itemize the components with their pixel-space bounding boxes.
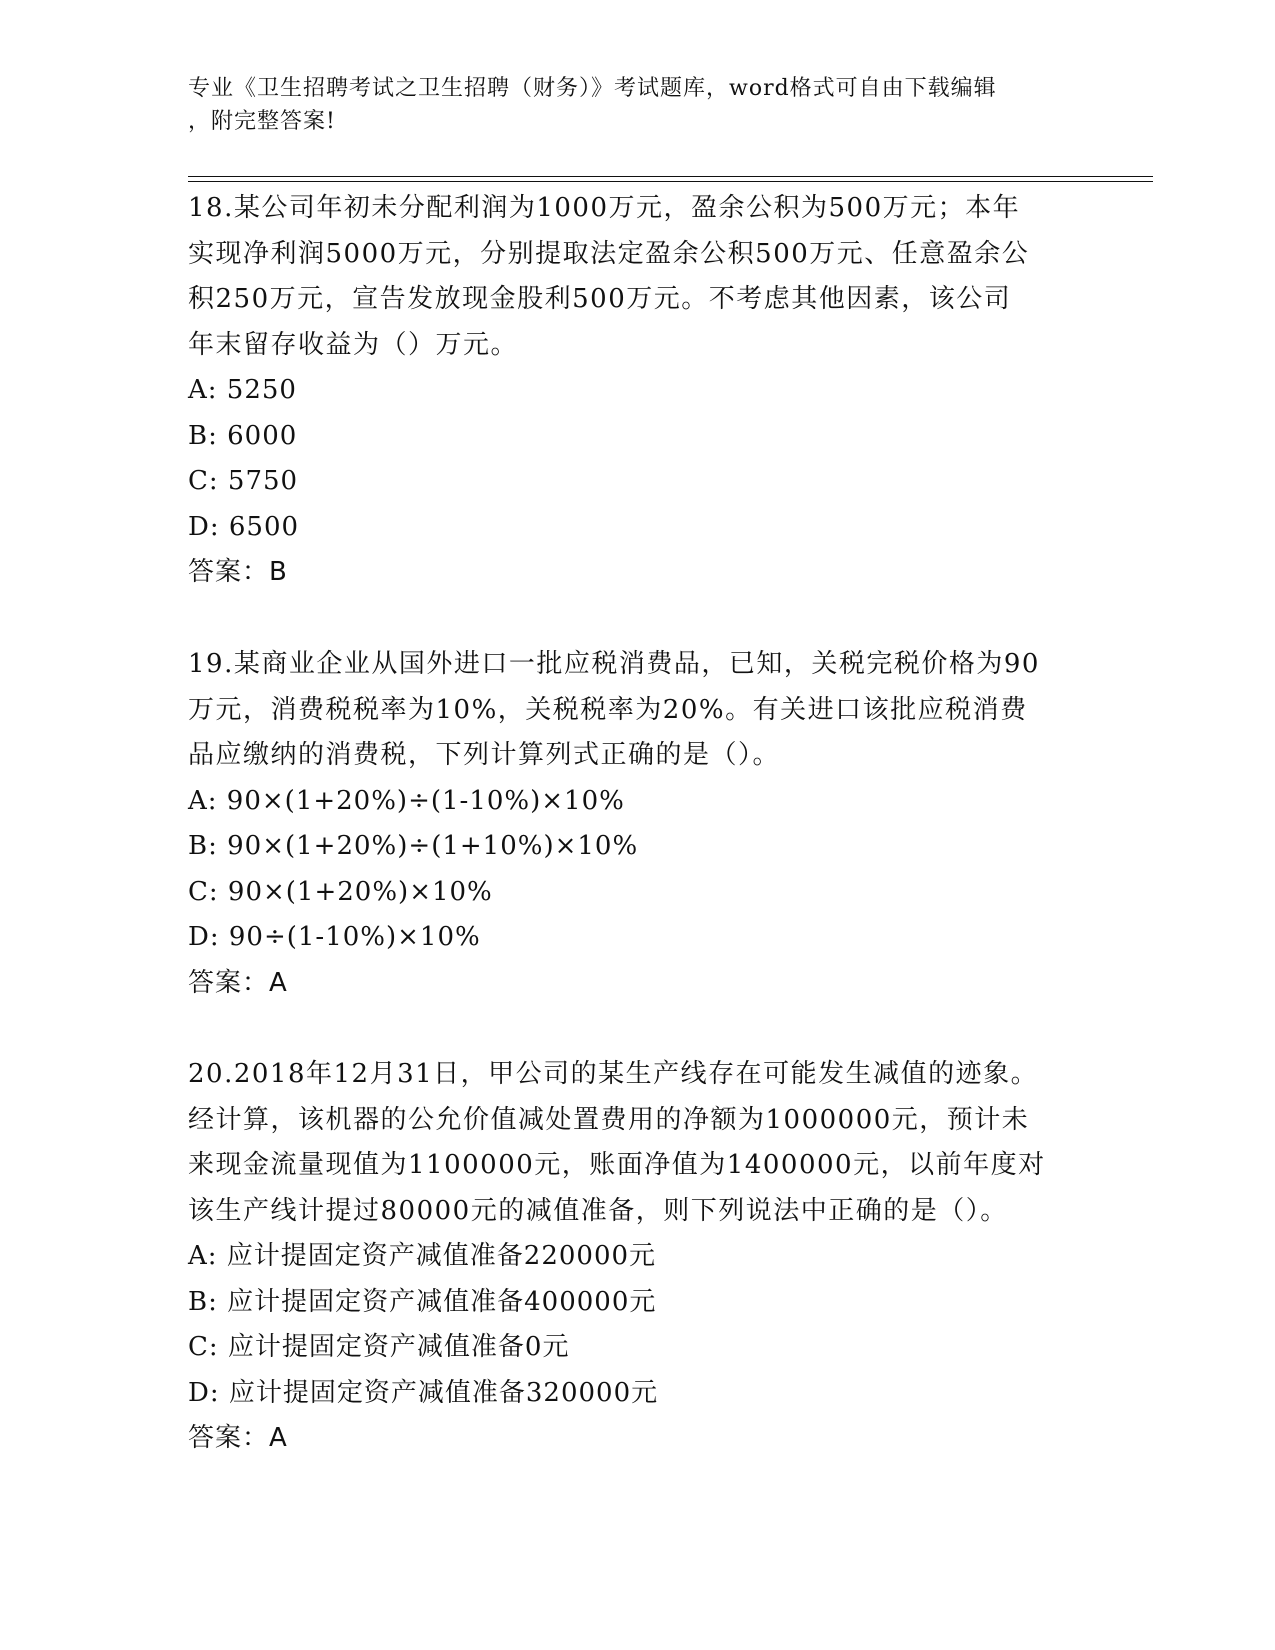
option-d: D: 应计提固定资产减值准备320000元: [188, 1377, 659, 1408]
option-c: C: 应计提固定资产减值准备0元: [188, 1332, 570, 1362]
option-a: A: 5250: [188, 375, 297, 405]
option-d: D: 6500: [188, 511, 300, 542]
option-c: C: 5750: [188, 466, 299, 496]
question-stem-line: 该生产线计提过80000元的减值准备，则下列说法中正确的是（）。: [188, 1195, 1008, 1226]
question-stem-line: 实现净利润5000万元，分别提取法定盈余公积500万元、任意盈余公: [188, 238, 1030, 269]
question-18: [188, 186, 1088, 596]
question-20: [188, 1052, 1088, 1462]
option-b: B: 6000: [188, 420, 298, 451]
option-d: D: 90÷(1-10%)×10%: [188, 922, 481, 952]
question-stem-line: 品应缴纳的消费税，下列计算列式正确的是（）。: [188, 740, 781, 770]
question-stem-line: 年末留存收益为（）万元。: [188, 329, 519, 360]
option-b: B: 90×(1+20%)÷(1+10%)×10%: [188, 831, 639, 861]
option-a: A: 90×(1+20%)÷(1-10%)×10%: [188, 785, 625, 816]
question-stem-line: 来现金流量现值为1100000元，账面净值为1400000元，以前年度对: [188, 1150, 1046, 1180]
answer-text: 答案：B: [188, 557, 288, 587]
answer-text: 答案：A: [188, 967, 288, 998]
question-stem-line: 19.某商业企业从国外进口一批应税消费品，已知，关税完税价格为90: [188, 649, 1040, 679]
header-divider-bottom: [188, 181, 1153, 182]
question-stem-line: 万元，消费税税率为10%，关税税率为20%。有关进口该批应税消费: [188, 694, 1028, 725]
header-divider-top: [188, 176, 1153, 177]
question-stem-line: 经计算，该机器的公允价值减处置费用的净额为1000000元，预计未: [188, 1104, 1030, 1135]
question-19: [188, 642, 1088, 1006]
question-stem-line: 18.某公司年初未分配利润为1000万元，盈余公积为500万元；本年: [188, 193, 1021, 223]
option-a: A: 应计提固定资产减值准备220000元: [188, 1241, 657, 1271]
question-stem-line: 20.2018年12月31日，甲公司的某生产线存在可能发生减值的迹象。: [188, 1059, 1039, 1089]
header-line-1: 专业《卫生招聘考试之卫生招聘（财务）》考试题库，word格式可自由下载编辑: [188, 76, 997, 101]
option-c: C: 90×(1+20%)×10%: [188, 876, 493, 907]
question-stem-line: 积250万元，宣告发放现金股利500万元。不考虑其他因素，该公司: [188, 284, 1012, 314]
document-header: [188, 72, 1068, 138]
option-b: B: 应计提固定资产减值准备400000元: [188, 1286, 657, 1317]
answer-text: 答案：A: [188, 1423, 288, 1453]
header-line-2: ，附完整答案!: [188, 109, 336, 134]
